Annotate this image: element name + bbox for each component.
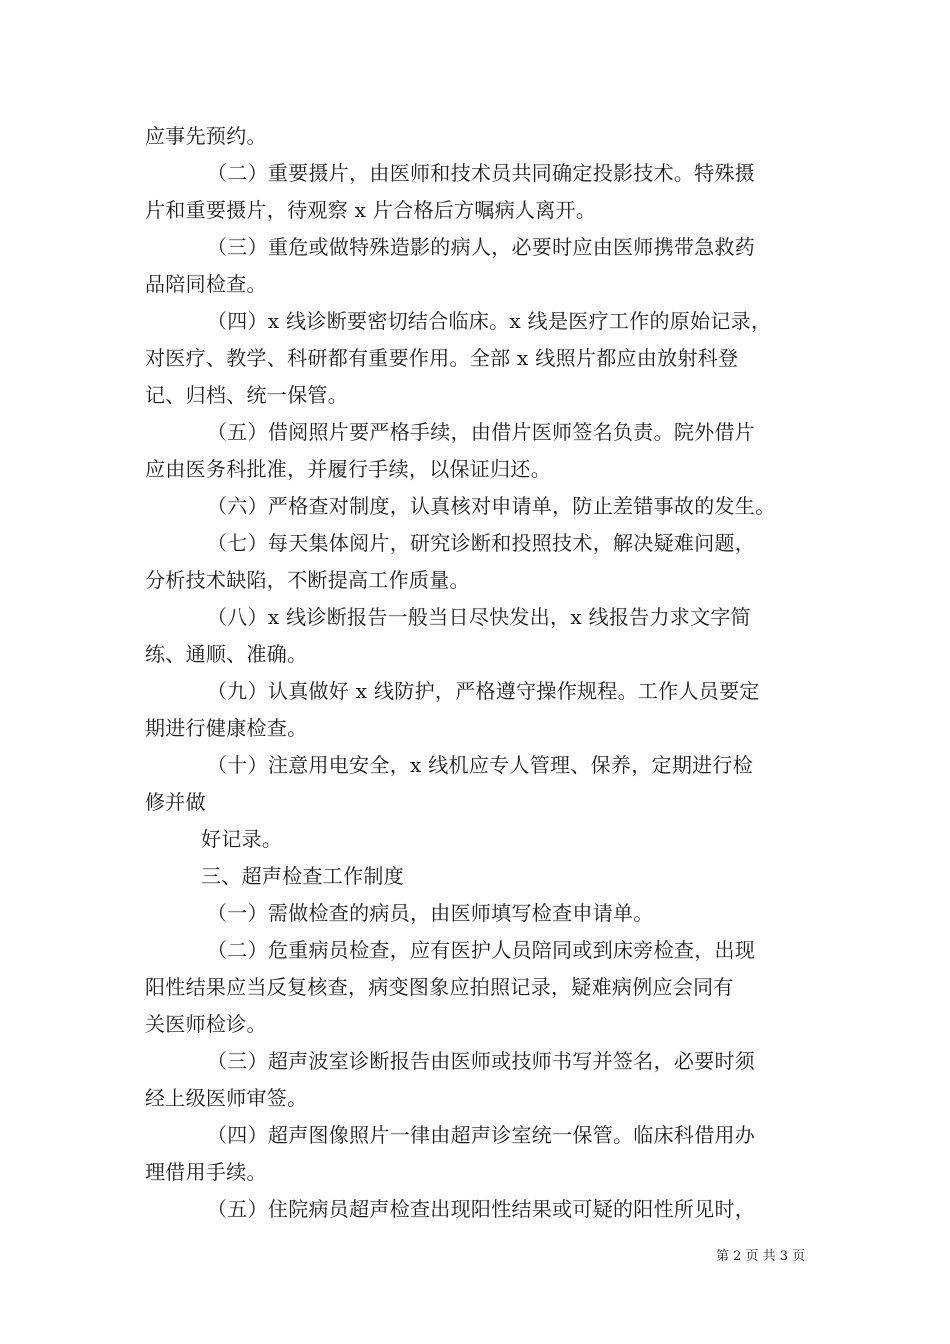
- text-line: （三）重危或做特殊造影的病人，必要时应由医师携带急救药: [207, 235, 756, 259]
- text-line: （五）借阅照片要严格手续，由借片医师签名负责。院外借片: [207, 420, 756, 444]
- text-line: （十）注意用电安全，x 线机应专人管理、保养，定期进行检: [207, 753, 754, 777]
- text-line: 理借用手续。: [145, 1160, 267, 1184]
- text-line: 经上级医师审签。: [145, 1086, 308, 1110]
- text-line: 应由医务科批准，并履行手续，以保证归还。: [145, 457, 551, 481]
- page-number: 第 2 页 共 3 页: [716, 1249, 806, 1264]
- text-line: 关医师检诊。: [145, 1012, 267, 1036]
- text-line: （四）超声图像照片一律由超声诊室统一保管。临床科借用办: [207, 1123, 756, 1147]
- text-line: 分析技术缺陷，不断提高工作质量。: [145, 568, 470, 592]
- text-line: 好记录。: [201, 827, 283, 851]
- text-line: （九）认真做好 x 线防护，严格遵守操作规程。工作人员要定: [207, 679, 760, 703]
- text-line: 练、通顺、准确。: [145, 642, 308, 666]
- text-line: （五）住院病员超声检查出现阳性结果或可疑的阳性所见时，: [207, 1197, 756, 1221]
- text-line: （七）每天集体阅片，研究诊断和投照技术，解决疑难问题，: [207, 531, 756, 555]
- text-line: （六）严格查对制度，认真核对申请单，防止差错事故的发生。: [207, 494, 776, 518]
- text-line: （四）x 线诊断要密切结合临床。x 线是医疗工作的原始记录，: [207, 309, 772, 333]
- text-line: 期进行健康检查。: [145, 716, 308, 740]
- text-line: （一）需做检查的病员，由医师填写检查申请单。: [207, 901, 654, 925]
- text-line: （八）x 线诊断报告一般当日尽快发出，x 线报告力求文字简: [207, 605, 751, 629]
- section-heading: 三、超声检查工作制度: [201, 864, 404, 888]
- text-line: 阳性结果应当反复核查，病变图象应拍照记录，疑难病例应会同有: [145, 975, 734, 999]
- text-line: 修并做: [145, 790, 206, 814]
- text-line: 对医疗、教学、科研都有重要作用。全部 x 线照片都应由放射科登: [145, 346, 739, 370]
- text-line: （二）重要摄片，由医师和技术员共同确定投影技术。特殊摄: [207, 161, 756, 185]
- text-line: （二）危重病员检查，应有医护人员陪同或到床旁检查，出现: [207, 938, 756, 962]
- text-line: 应事先预约。: [145, 124, 267, 148]
- text-line: （三）超声波室诊断报告由医师或技师书写并签名，必要时须: [207, 1049, 756, 1073]
- document-body: [145, 118, 817, 1228]
- text-line: 品陪同检查。: [145, 272, 267, 296]
- text-line: 片和重要摄片，待观察 x 片合格后方嘱病人离开。: [145, 198, 597, 222]
- text-line: 记、归档、统一保管。: [145, 383, 348, 407]
